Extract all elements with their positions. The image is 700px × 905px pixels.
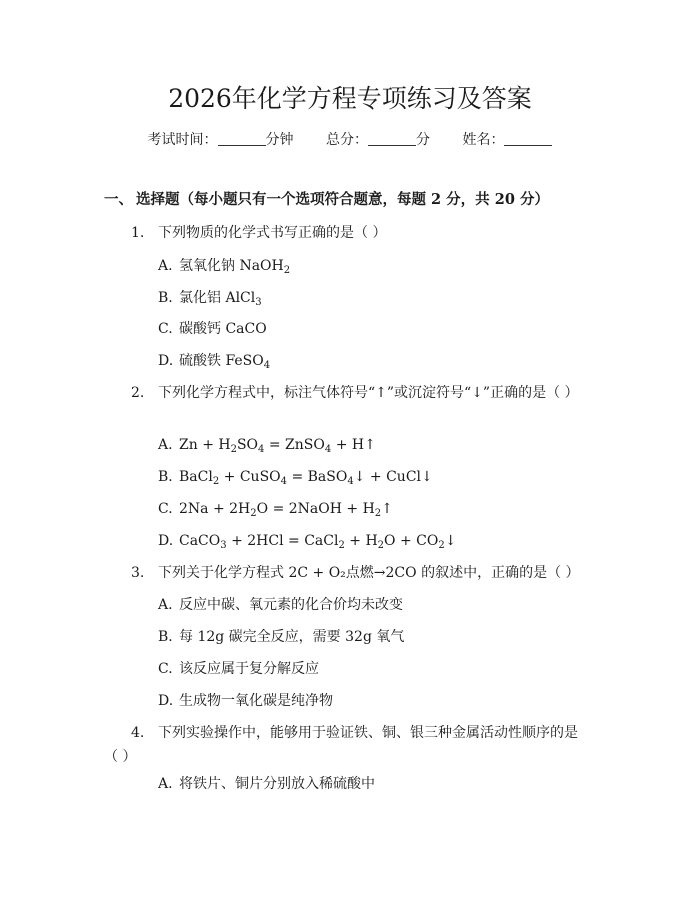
option-text: 该反应属于复分解反应: [179, 661, 319, 677]
option-text: 氯化铝: [179, 290, 226, 306]
question-text: 下列关于化学方程式 2C + O₂点燃→2CO 的叙述中，正确的是（ ）: [158, 565, 580, 581]
total-score-label: 总分：: [326, 132, 368, 148]
formula-text: 2Na + 2H: [179, 501, 251, 517]
option-label: B.: [158, 469, 173, 485]
option-formula: [225, 321, 266, 337]
question-number: 3.: [131, 565, 145, 581]
option-label: A.: [158, 597, 173, 613]
question-text: 下列实验操作中，能够用于验证铁、铜、银三种金属活动性顺序的是（ ）: [104, 725, 578, 765]
formula-text: Zn + H: [179, 437, 231, 453]
option-formula: [179, 469, 433, 485]
option-text: 生成物一氧化碳是纯净物: [179, 693, 333, 709]
formula-subscript: 2: [283, 265, 291, 276]
formula-text: + 2HCl = CaCl: [226, 533, 339, 549]
total-score-blank: [368, 131, 416, 146]
option-4a: [158, 772, 375, 796]
option-3a: [158, 593, 403, 617]
formula-text: CaCO: [179, 533, 221, 549]
document-title: 2026年化学方程专项练习及答案: [168, 84, 532, 113]
section-heading: [104, 188, 549, 212]
formula-text: ↑: [381, 501, 393, 517]
option-1a: [158, 254, 290, 278]
formula-text: ↓: [444, 533, 457, 549]
option-label: D.: [158, 693, 174, 709]
formula-text: FeSO: [225, 353, 264, 369]
formula-text: + H: [344, 533, 378, 549]
option-formula: [179, 533, 456, 549]
option-2a: [158, 433, 376, 457]
option-1c: [158, 317, 267, 341]
formula-text: = ZnSO: [264, 437, 325, 453]
option-label: D.: [158, 533, 174, 549]
option-label: C.: [158, 321, 173, 337]
formula-subscript: 2: [230, 444, 237, 455]
formula-subscript: 4: [347, 476, 354, 487]
option-label: C.: [158, 661, 173, 677]
formula-subscript: 4: [324, 444, 332, 455]
formula-subscript: 4: [280, 476, 288, 487]
option-label: A.: [158, 437, 173, 453]
exam-time-unit: 分钟: [265, 132, 294, 148]
option-formula: [179, 501, 393, 517]
formula-subscript: 4: [258, 444, 265, 455]
formula-text: AlCl: [225, 290, 256, 306]
question-2: [104, 381, 584, 405]
formula-subscript: 2: [438, 540, 445, 551]
option-text: 反应中碳、氧元素的化合价均未改变: [179, 597, 403, 613]
option-label: A.: [158, 258, 173, 274]
formula-text: SO: [236, 437, 259, 453]
total-score-unit: 分: [416, 132, 430, 148]
option-formula: [225, 290, 261, 306]
formula-text: CaCO: [225, 321, 267, 337]
option-formula: [225, 353, 270, 369]
formula-text: NaOH: [239, 258, 284, 274]
question-text: 下列化学方程式中，标注气体符号“↑”或沉淀符号“↓”正确的是（ ）: [158, 385, 579, 401]
exam-time-blank: [218, 131, 266, 146]
formula-subscript: 2: [212, 476, 220, 487]
option-3b: [158, 625, 404, 649]
option-label: A.: [158, 776, 173, 792]
option-text: 每 12g 碳完全反应，需要 32g 氧气: [179, 629, 405, 645]
formula-text: + H↑: [331, 437, 376, 453]
formula-text: O = 2NaOH + H: [256, 501, 375, 517]
option-label: C.: [158, 501, 173, 517]
student-name-blank: [504, 131, 552, 146]
question-1: [131, 221, 386, 245]
student-name: [462, 132, 552, 148]
total-score: [326, 132, 430, 148]
option-2b: [158, 465, 433, 489]
section-number: 一、: [104, 191, 133, 208]
question-text: 下列物质的化学式书写正确的是（ ）: [158, 225, 387, 241]
option-formula: [179, 437, 376, 453]
option-3d: [158, 689, 333, 713]
formula-subscript: 2: [374, 508, 382, 519]
option-label: B.: [158, 290, 173, 306]
option-text: 将铁片、铜片分别放入稀硫酸中: [179, 776, 375, 792]
formula-subscript: 2: [377, 540, 385, 551]
exam-time-label: 考试时间：: [147, 132, 218, 148]
question-number: 2.: [131, 385, 145, 401]
formula-subscript: 2: [250, 508, 257, 519]
option-formula: [239, 258, 290, 274]
option-text: 硫酸铁: [179, 353, 226, 369]
formula-subscript: 3: [255, 297, 262, 308]
option-text: 氢氧化钠: [179, 258, 240, 274]
formula-text: BaCl: [179, 469, 213, 485]
option-1d: [158, 349, 270, 373]
formula-subscript: 3: [220, 540, 227, 551]
option-3c: [158, 657, 319, 681]
question-4: [104, 721, 584, 769]
formula-text: = BaSO: [287, 469, 348, 485]
question-number: 4.: [131, 725, 145, 741]
option-1b: [158, 286, 262, 310]
exam-time: [148, 132, 294, 148]
exam-info-line: [0, 129, 700, 151]
option-2d: [158, 529, 456, 553]
question-number: 1.: [131, 225, 145, 241]
formula-text: + CuSO: [219, 469, 281, 485]
option-label: D.: [158, 353, 174, 369]
formula-subscript: 4: [263, 360, 271, 371]
formula-text: O + CO: [384, 533, 439, 549]
option-label: B.: [158, 629, 173, 645]
option-text: 碳酸钙: [179, 321, 226, 337]
formula-subscript: 2: [338, 540, 345, 551]
student-name-label: 姓名：: [462, 132, 505, 148]
formula-text: ↓ + CuCl↓: [353, 469, 433, 485]
section-text: 选择题（每小题只有一个选项符合题意，每题 2 分，共 20 分）: [136, 191, 549, 208]
option-2c: [158, 497, 393, 521]
question-3: [131, 561, 580, 585]
